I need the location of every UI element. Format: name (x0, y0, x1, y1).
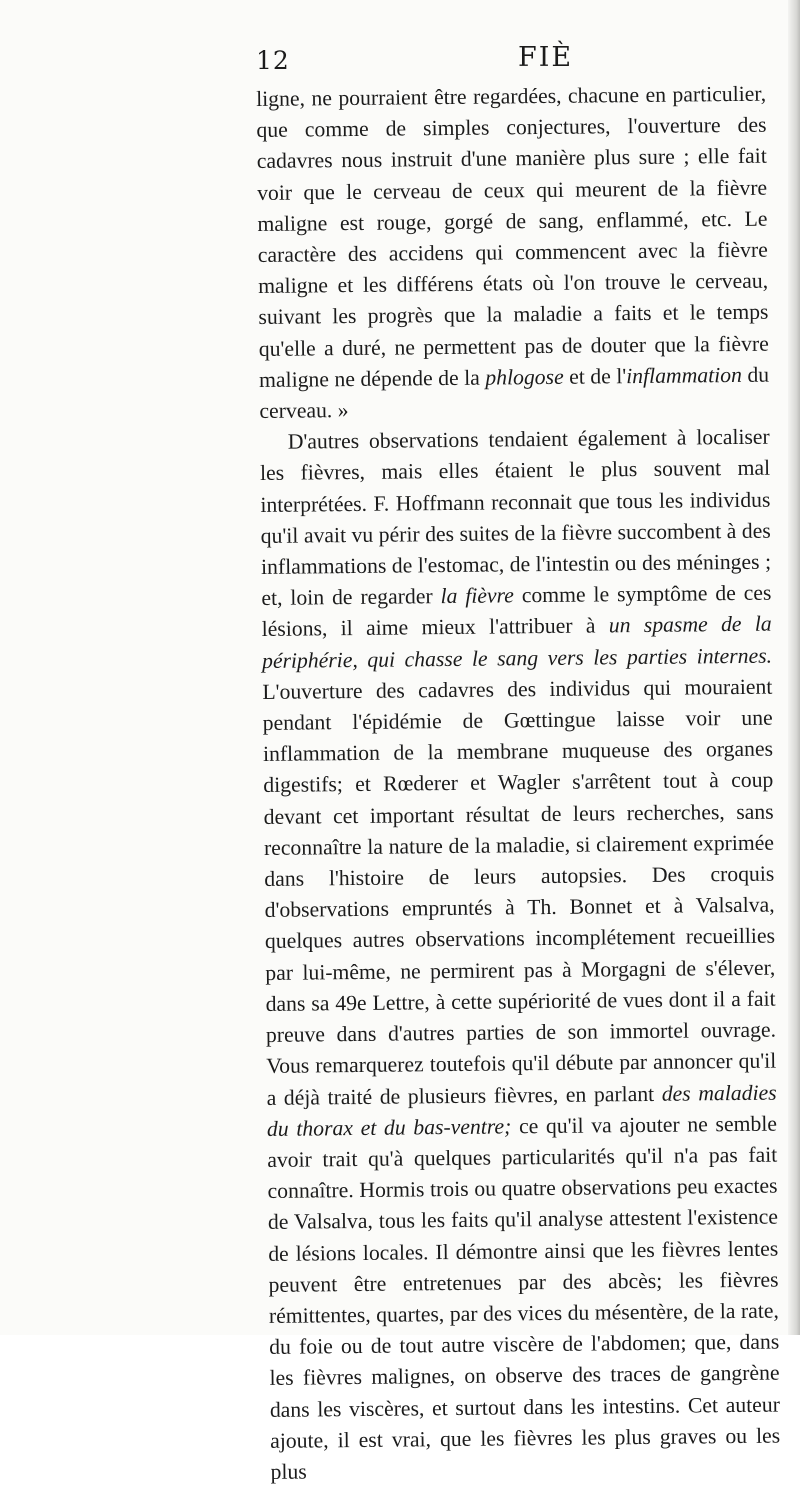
text-run: comme le symptôme de ces lésions, il aime mieux l'attribuer à (261, 580, 772, 642)
text-run: et de l' (563, 363, 627, 389)
body-text (256, 79, 781, 1488)
text-run: du cerveau. » (259, 362, 770, 424)
italic-text: inflammation (626, 362, 742, 388)
italic-text: un spasme de la périphérie, qui chasse le sang vers les parties internes. (261, 612, 773, 673)
italic-text: des maladies du thorax et du bas-ventre; (266, 1080, 777, 1141)
paragraph (260, 422, 781, 1488)
text-run: ce qu'il va ajouter ne semble avoir trait qu'à quelques particularités qu'il n'a pas fait connaître. Hormis trois ou quatre observations peu exactes de Valsalva, tous les faits qu'il analyse attestent l'existence de lésions locales. Il démontre ainsi que les fièvres lentes peuvent être entretenues par des abcès; les fièvres rémittentes, quartes, par des vices du mésentère, de la rate, du foie ou de tout autre viscère de l'abdomen; que, dans les fièvres malignes, on observe des traces de gangrène dans les viscères, et surtout dans les intestins. Cet auteur ajoute, il est vrai, que les fièvres les plus graves ou les plus (267, 1111, 781, 1484)
paragraph (256, 79, 770, 428)
text-run: L'ouverture des cadavres des individus qui mouraient pendant l'épidémie de Gœttingue laisse voir une inflammation de la membrane muqueuse des organes digestifs; et Rœderer et Wagler s'arrêtent tout à coup devant cet important résultat de leurs recherches, sans reconnaître la nature de la maladie, si clairement exprimée dans l'histoire de leurs autopsies. Des croquis d'observations empruntés à Th. Bonnet et à Valsalva, quelques autres observations incomplétement recueillies par lui-même, ne permirent pas à Morgagni de s'élever, dans sa 49e Lettre, à cette supériorité de vues dont il a fait preuve dans d'autres parties de son immortel ouvrage. Vous remarquerez toutefois qu'il débute par annoncer qu'il a déjà traité de plusieurs fièvres, en parlant (262, 674, 777, 1110)
running-head: FIÈ (518, 42, 574, 73)
italic-text: phlogose (485, 364, 564, 390)
book-spine-shadow (788, 0, 800, 1335)
text-run: ligne, ne pourraient être regardées, chacune en particulier, que comme de simples conjectures, l'ouverture des cadavres nous instruit d'une manière plus sure ; elle fait voir que le cerveau de ceux qui meurent de la fièvre maligne est rouge, gorgé de sang, enflammé, etc. Le caractère des accidens qui commencent avec la fièvre maligne et les différens états où l'on trouve le cerveau, suivant les progrès que la maladie a faits et le temps qu'elle a duré, ne permettent pas de douter que la fièvre maligne ne dépende de la (256, 81, 769, 392)
text-run: D'autres observations tendaient également à localiser les fièvres, mais elles étaient le plus souvent mal interprétées. F. Hoffmann reconnait que tous les individus qu'il avait vu périr des suites de la fièvre succombent à des inflammations de l'estomac, de l'intestin ou des méninges ; et, loin de regarder (259, 424, 772, 611)
page-number: 12 (256, 46, 290, 75)
italic-text: la fièvre (440, 583, 514, 609)
